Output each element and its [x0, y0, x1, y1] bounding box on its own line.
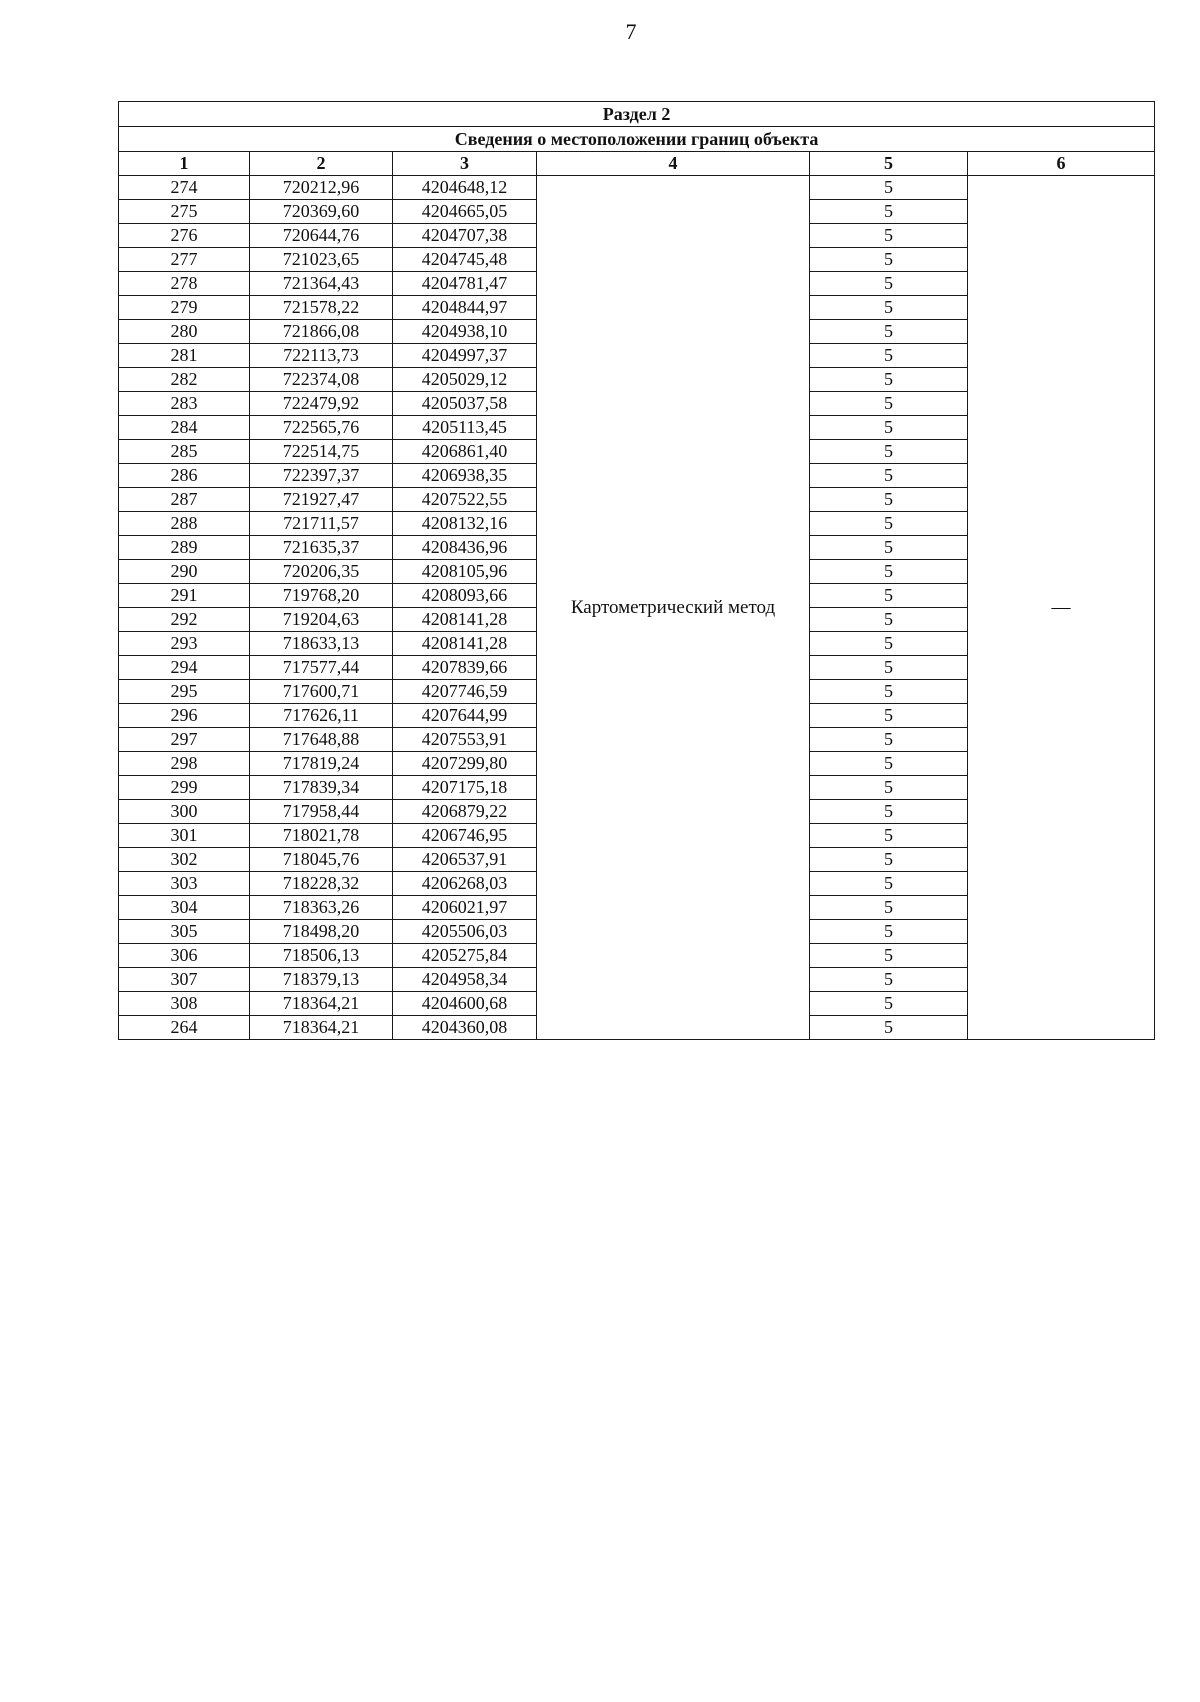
accuracy-cell: 5	[810, 1016, 968, 1040]
y-coordinate-cell: 4206746,95	[393, 824, 537, 848]
point-number-cell: 307	[119, 968, 250, 992]
point-number-cell: 306	[119, 944, 250, 968]
y-coordinate-cell: 4206861,40	[393, 440, 537, 464]
x-coordinate-cell: 720369,60	[250, 200, 393, 224]
accuracy-cell: 5	[810, 680, 968, 704]
y-coordinate-cell: 4207175,18	[393, 776, 537, 800]
method-cell: Картометрический метод	[537, 176, 810, 1040]
y-coordinate-cell: 4204745,48	[393, 248, 537, 272]
y-coordinate-cell: 4205037,58	[393, 392, 537, 416]
column-header: 1	[119, 152, 250, 176]
x-coordinate-cell: 717577,44	[250, 656, 393, 680]
section-title-row	[119, 102, 1155, 127]
x-coordinate-cell: 717600,71	[250, 680, 393, 704]
point-number-cell: 285	[119, 440, 250, 464]
x-coordinate-cell: 718045,76	[250, 848, 393, 872]
x-coordinate-cell: 717626,11	[250, 704, 393, 728]
point-number-cell: 278	[119, 272, 250, 296]
y-coordinate-cell: 4204665,05	[393, 200, 537, 224]
accuracy-cell: 5	[810, 728, 968, 752]
column-header: 2	[250, 152, 393, 176]
point-number-cell: 292	[119, 608, 250, 632]
point-number-cell: 289	[119, 536, 250, 560]
point-number-cell: 276	[119, 224, 250, 248]
y-coordinate-cell: 4208141,28	[393, 632, 537, 656]
x-coordinate-cell: 718021,78	[250, 824, 393, 848]
y-coordinate-cell: 4204360,08	[393, 1016, 537, 1040]
point-number-cell: 283	[119, 392, 250, 416]
x-coordinate-cell: 722374,08	[250, 368, 393, 392]
y-coordinate-cell: 4207522,55	[393, 488, 537, 512]
accuracy-cell: 5	[810, 344, 968, 368]
y-coordinate-cell: 4207839,66	[393, 656, 537, 680]
column6-dash-cell: —	[968, 176, 1155, 1040]
point-number-cell: 281	[119, 344, 250, 368]
x-coordinate-cell: 718364,21	[250, 1016, 393, 1040]
point-number-cell: 296	[119, 704, 250, 728]
y-coordinate-cell: 4208132,16	[393, 512, 537, 536]
y-coordinate-cell: 4205275,84	[393, 944, 537, 968]
x-coordinate-cell: 718363,26	[250, 896, 393, 920]
point-number-cell: 279	[119, 296, 250, 320]
y-coordinate-cell: 4206938,35	[393, 464, 537, 488]
x-coordinate-cell: 718498,20	[250, 920, 393, 944]
accuracy-cell: 5	[810, 824, 968, 848]
point-number-cell: 280	[119, 320, 250, 344]
accuracy-cell: 5	[810, 752, 968, 776]
y-coordinate-cell: 4204997,37	[393, 344, 537, 368]
x-coordinate-cell: 722479,92	[250, 392, 393, 416]
x-coordinate-cell: 718633,13	[250, 632, 393, 656]
y-coordinate-cell: 4204707,38	[393, 224, 537, 248]
accuracy-cell: 5	[810, 392, 968, 416]
y-coordinate-cell: 4207644,99	[393, 704, 537, 728]
x-coordinate-cell: 722565,76	[250, 416, 393, 440]
x-coordinate-cell: 721927,47	[250, 488, 393, 512]
y-coordinate-cell: 4208093,66	[393, 584, 537, 608]
point-number-cell: 286	[119, 464, 250, 488]
y-coordinate-cell: 4204938,10	[393, 320, 537, 344]
point-number-cell: 282	[119, 368, 250, 392]
section-subtitle-row	[119, 127, 1155, 152]
page-number: 7	[625, 19, 637, 44]
section-subtitle: Сведения о местоположении границ объекта	[119, 127, 1155, 152]
y-coordinate-cell: 4206268,03	[393, 872, 537, 896]
x-coordinate-cell: 717819,24	[250, 752, 393, 776]
accuracy-cell: 5	[810, 440, 968, 464]
column-header: 6	[968, 152, 1155, 176]
x-coordinate-cell: 717648,88	[250, 728, 393, 752]
y-coordinate-cell: 4208141,28	[393, 608, 537, 632]
point-number-cell: 298	[119, 752, 250, 776]
point-number-cell: 302	[119, 848, 250, 872]
point-number-cell: 294	[119, 656, 250, 680]
table-row	[119, 176, 1155, 200]
point-number-cell: 291	[119, 584, 250, 608]
accuracy-cell: 5	[810, 224, 968, 248]
accuracy-cell: 5	[810, 872, 968, 896]
point-number-cell: 277	[119, 248, 250, 272]
y-coordinate-cell: 4205506,03	[393, 920, 537, 944]
point-number-cell: 287	[119, 488, 250, 512]
accuracy-cell: 5	[810, 920, 968, 944]
point-number-cell: 290	[119, 560, 250, 584]
boundary-coordinates-table	[118, 101, 1155, 1040]
accuracy-cell: 5	[810, 464, 968, 488]
accuracy-cell: 5	[810, 848, 968, 872]
x-coordinate-cell: 721364,43	[250, 272, 393, 296]
point-number-cell: 288	[119, 512, 250, 536]
y-coordinate-cell: 4206021,97	[393, 896, 537, 920]
accuracy-cell: 5	[810, 560, 968, 584]
y-coordinate-cell: 4204600,68	[393, 992, 537, 1016]
section-title: Раздел 2	[119, 102, 1155, 127]
point-number-cell: 300	[119, 800, 250, 824]
point-number-cell: 304	[119, 896, 250, 920]
y-coordinate-cell: 4207746,59	[393, 680, 537, 704]
point-number-cell: 284	[119, 416, 250, 440]
x-coordinate-cell: 718228,32	[250, 872, 393, 896]
y-coordinate-cell: 4207553,91	[393, 728, 537, 752]
x-coordinate-cell: 721711,57	[250, 512, 393, 536]
x-coordinate-cell: 720212,96	[250, 176, 393, 200]
y-coordinate-cell: 4208436,96	[393, 536, 537, 560]
x-coordinate-cell: 720644,76	[250, 224, 393, 248]
column-number-row	[119, 152, 1155, 176]
accuracy-cell: 5	[810, 488, 968, 512]
x-coordinate-cell: 718379,13	[250, 968, 393, 992]
y-coordinate-cell: 4204648,12	[393, 176, 537, 200]
x-coordinate-cell: 719768,20	[250, 584, 393, 608]
y-coordinate-cell: 4204781,47	[393, 272, 537, 296]
x-coordinate-cell: 721578,22	[250, 296, 393, 320]
accuracy-cell: 5	[810, 200, 968, 224]
point-number-cell: 275	[119, 200, 250, 224]
accuracy-cell: 5	[810, 608, 968, 632]
y-coordinate-cell: 4205113,45	[393, 416, 537, 440]
x-coordinate-cell: 722113,73	[250, 344, 393, 368]
point-number-cell: 308	[119, 992, 250, 1016]
x-coordinate-cell: 718364,21	[250, 992, 393, 1016]
accuracy-cell: 5	[810, 368, 968, 392]
accuracy-cell: 5	[810, 992, 968, 1016]
point-number-cell: 264	[119, 1016, 250, 1040]
accuracy-cell: 5	[810, 296, 968, 320]
x-coordinate-cell: 719204,63	[250, 608, 393, 632]
x-coordinate-cell: 722514,75	[250, 440, 393, 464]
point-number-cell: 297	[119, 728, 250, 752]
table-body	[119, 176, 1155, 1040]
x-coordinate-cell: 721023,65	[250, 248, 393, 272]
x-coordinate-cell: 722397,37	[250, 464, 393, 488]
y-coordinate-cell: 4206537,91	[393, 848, 537, 872]
y-coordinate-cell: 4208105,96	[393, 560, 537, 584]
accuracy-cell: 5	[810, 176, 968, 200]
accuracy-cell: 5	[810, 272, 968, 296]
accuracy-cell: 5	[810, 944, 968, 968]
column-header: 3	[393, 152, 537, 176]
y-coordinate-cell: 4204844,97	[393, 296, 537, 320]
accuracy-cell: 5	[810, 320, 968, 344]
accuracy-cell: 5	[810, 776, 968, 800]
x-coordinate-cell: 721635,37	[250, 536, 393, 560]
x-coordinate-cell: 721866,08	[250, 320, 393, 344]
accuracy-cell: 5	[810, 896, 968, 920]
accuracy-cell: 5	[810, 248, 968, 272]
y-coordinate-cell: 4207299,80	[393, 752, 537, 776]
x-coordinate-cell: 718506,13	[250, 944, 393, 968]
y-coordinate-cell: 4206879,22	[393, 800, 537, 824]
column-header: 5	[810, 152, 968, 176]
x-coordinate-cell: 717958,44	[250, 800, 393, 824]
point-number-cell: 293	[119, 632, 250, 656]
x-coordinate-cell: 720206,35	[250, 560, 393, 584]
accuracy-cell: 5	[810, 584, 968, 608]
accuracy-cell: 5	[810, 632, 968, 656]
accuracy-cell: 5	[810, 800, 968, 824]
accuracy-cell: 5	[810, 536, 968, 560]
point-number-cell: 295	[119, 680, 250, 704]
accuracy-cell: 5	[810, 416, 968, 440]
point-number-cell: 303	[119, 872, 250, 896]
y-coordinate-cell: 4205029,12	[393, 368, 537, 392]
y-coordinate-cell: 4204958,34	[393, 968, 537, 992]
accuracy-cell: 5	[810, 512, 968, 536]
x-coordinate-cell: 717839,34	[250, 776, 393, 800]
accuracy-cell: 5	[810, 656, 968, 680]
point-number-cell: 301	[119, 824, 250, 848]
point-number-cell: 299	[119, 776, 250, 800]
column-header: 4	[537, 152, 810, 176]
point-number-cell: 305	[119, 920, 250, 944]
point-number-cell: 274	[119, 176, 250, 200]
accuracy-cell: 5	[810, 968, 968, 992]
accuracy-cell: 5	[810, 704, 968, 728]
